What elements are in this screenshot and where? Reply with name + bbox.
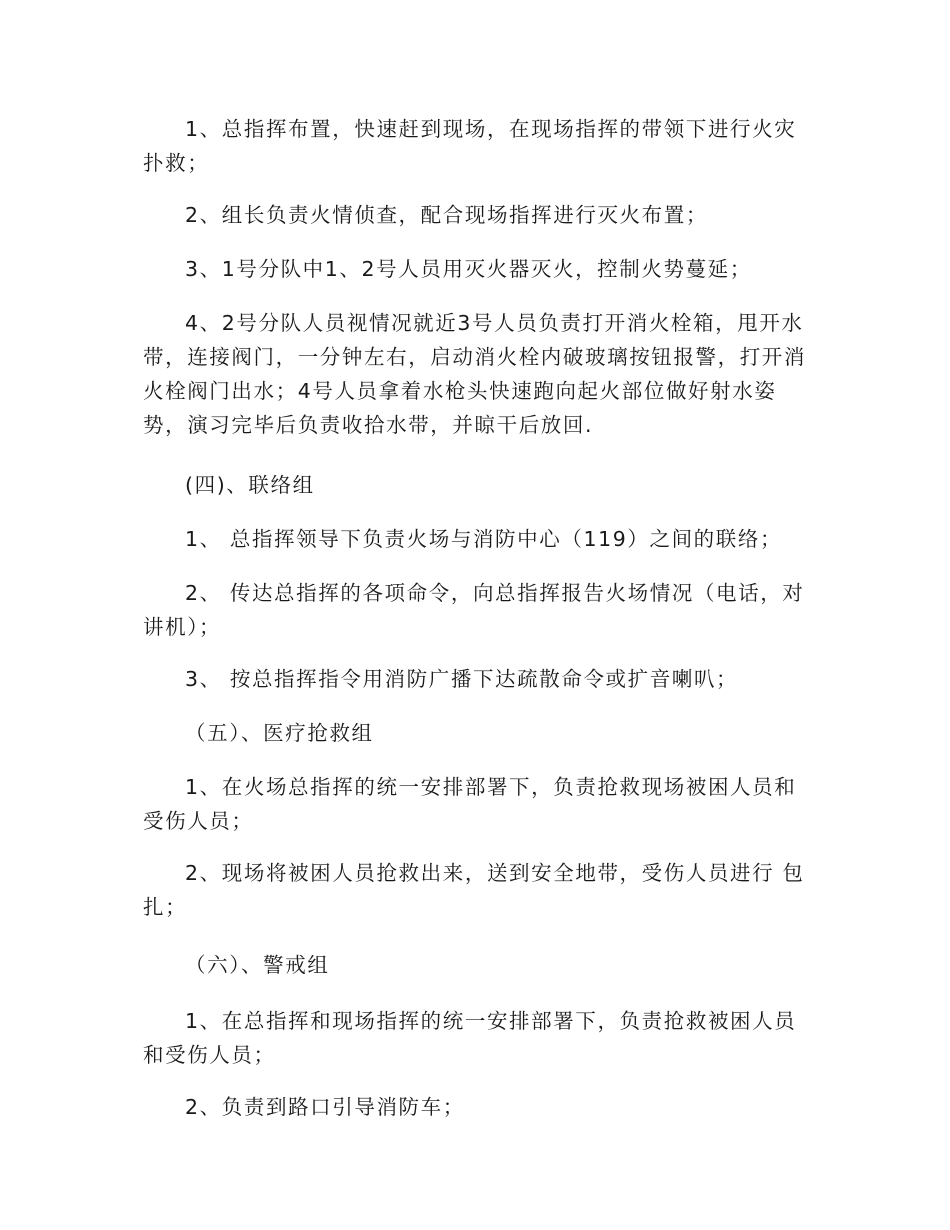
- section-heading-security-group: （六）、警戒组: [185, 953, 330, 977]
- section-heading-medical-rescue-group: （五）、医疗抢救组: [185, 721, 374, 745]
- paragraph-liaison-2: 2、 传达总指挥的各项命令，向总指挥报告火场情况（电话，对讲机）；: [143, 581, 805, 639]
- paragraph-fire-fighting-3: 3、1号分队中1、2号人员用灭火器灭火，控制火势蔓延；: [185, 257, 752, 281]
- paragraph-security-1: 1、在总指挥和现场指挥的统一安排部署下，负责抢救被困人员和受伤人员；: [143, 1009, 797, 1067]
- paragraph-liaison-1: 1、 总指挥领导下负责火场与消防中心（119）之间的联络；: [185, 527, 783, 551]
- paragraph-fire-fighting-2: 2、组长负责火情侦查，配合现场指挥进行灭火布置；: [185, 203, 708, 227]
- paragraph-liaison-3: 3、 按总指挥指令用消防广播下达疏散命令或扩音喇叭；: [185, 667, 739, 691]
- paragraph-medical-1: 1、在火场总指挥的统一安排部署下，负责抢救现场被困人员和受伤人员；: [143, 775, 797, 833]
- paragraph-security-2: 2、负责到路口引导消防车；: [185, 1095, 465, 1119]
- section-heading-liaison-group: (四)、联络组: [185, 473, 315, 497]
- paragraph-fire-fighting-1: 1、总指挥布置，快速赶到现场，在现场指挥的带领下进行火灾扑救；: [143, 117, 797, 175]
- paragraph-fire-fighting-4: 4、2号分队人员视情况就近3号人员负责打开消火栓箱，甩开水带，连接阀门，一分钟左右，启动消火栓内破玻璃按钮报警，打开消火栓阀门出水；4号人员拿着水枪头快速跑向起火部位做好射水姿势，演习完毕后负责收拾水带，并晾干后放回.: [143, 311, 806, 437]
- paragraph-medical-2: 2、现场将被困人员抢救出来，送到安全地带，受伤人员进行 包扎；: [143, 861, 805, 919]
